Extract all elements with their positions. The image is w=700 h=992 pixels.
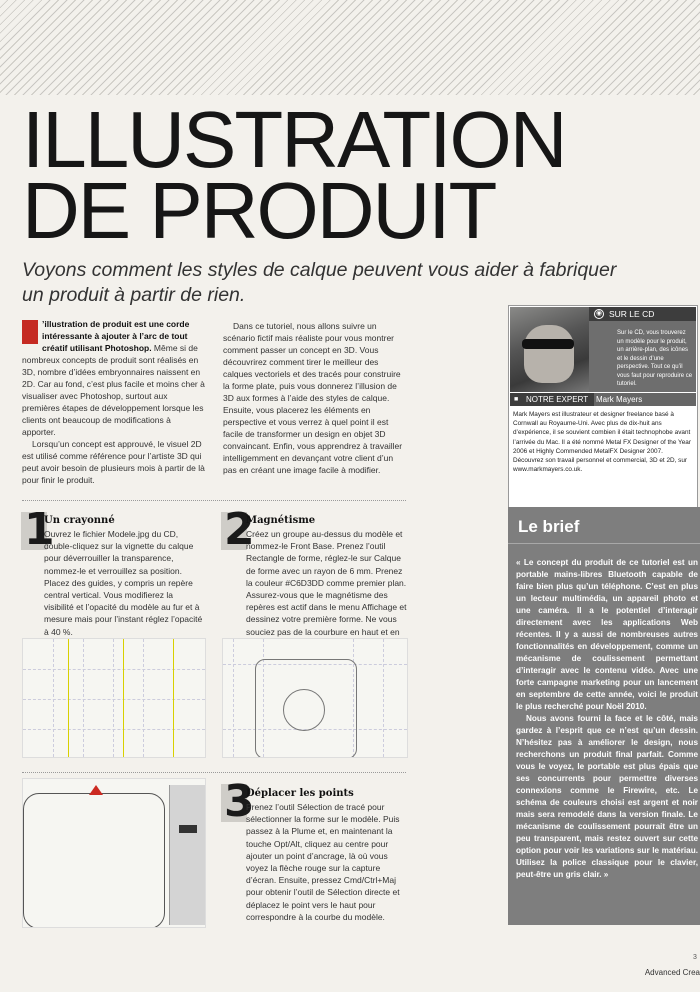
sidebar-box [508, 305, 698, 515]
cd-header [589, 307, 696, 321]
brief-title: Le brief [518, 517, 580, 536]
cd-label: SUR LE CD [609, 309, 655, 319]
step-1-title: Un crayonné [44, 515, 115, 526]
brief-box [508, 507, 700, 925]
step-2-number: 2 [224, 504, 255, 555]
drop-cap-l-icon [22, 320, 38, 344]
step-2-title: Magnétisme [246, 515, 316, 526]
expert-text: Mark Mayers est illustrateur et designer freelance basé à Cornwall au Royaume-Uni. Avec plus de dix-huit ans d’expérience, il se souvient combien il était technophobe avant l’arrivée du Mac. Il a été nommé Metal FX Designer of the Year 2006 et Highly Commended MetalFX Designer 2007. Découvrez son travail personnel et commercial, 3D et 2D, sur www.markmayers.co.uk. [513, 411, 691, 474]
divider-1 [22, 500, 406, 501]
brief-paragraph-1: « Le concept du produit de ce tutoriel est un portable mains-libres Bluetooth capable de faire bien plus qu’un téléphone. C’est en plus un lecteur multimédia, un appareil photo et une caméra. Il a le potentiel d’interagir directement avec les applications Web récentes. Il y a aussi de nombreuses autres fonctionnalités en développement, comme un mécanisme de coulissement permettant d’interagir avec le contenu vidéo. Avec une forte campagne marketing pour un lancement en septembre de cette année, voici le produit le plus recherché pour Noël 2010. [516, 558, 698, 711]
cd-icon: ◉ [595, 310, 603, 317]
brief-divider [508, 543, 700, 544]
step-1-screenshot [22, 638, 206, 758]
brief-paragraph-2: Nous avons fourni la face et le côté, mais gardez à l’esprit que ce n’est qu’un dessin. N’hésitez pas à améliorer le design, nous recherchons un produit final parfait. Comme vous le voyez, le portable est plus épais que ses concurrents pour permettre diverses connexions comme le Firewire, etc. Le schéma de couleurs choisi est argent et noir mais sera remodelé dans la version finale. Le mécanisme de coulissement pourrait être un peu transparent, mais restez ouvert sur cette option pour voir les variations sur le matériau. Utilisez la police classique pour le clavier, peut-être un gris clair. » [516, 714, 698, 879]
intro-column-2 [223, 320, 409, 476]
cd-panel [589, 307, 696, 392]
intro-column-1 [22, 318, 206, 486]
intro-paragraph-1: Même si de nombreux concepts de produit sont réalisés en 3D, nombre d’idées embryonnaires naissent en 2D. Car au fond, c’est plus facile et moins cher à visualiser avec Photoshop, surtout aux premières étapes de développement lorsque les clients ont beaucoup de modifications à apporter. [22, 343, 205, 437]
step-3-title: Déplacer les points [246, 788, 354, 799]
intro-lead: ’illustration de produit est une corde intéressante à ajouter à l’arc de tout créatif utilisant Photoshop. [42, 319, 190, 353]
header-hatch-pattern [0, 0, 700, 95]
expert-bar [510, 393, 696, 406]
step-2-screenshot [222, 638, 408, 758]
footer-magazine-name: Advanced Crea [644, 968, 700, 977]
cd-text: Sur le CD, vous trouverez un modèle pour le produit, un arrière-plan, des icônes et le dessin d’une perspective. Tout ce qu’il vous faut pour reproduire ce tutoriel. [617, 330, 693, 387]
step-3-text: Prenez l’outil Sélection de tracé pour sélectionner la forme sur le modèle. Puis passez à la Plume et, en maintenant la touche Opt/Alt, cliquez au centre pour ajouter un point d’ancrage, là où vous voyez la flèche rouge sur la capture d’écran. Ensuite, pressez Cmd/Ctrl+Maj pour obtenir l’outil de Sélection directe et déplacez le point vers le haut pour correspondre à la courbe du modèle. [246, 802, 400, 922]
subtitle: Voyons comment les styles de calque peuvent vous aider à fabriquer un produit à partir de rien. [22, 259, 617, 306]
title-line-2: DE PRODUIT [22, 166, 496, 255]
step-1-text: Ouvrez le fichier Modele.jpg du CD, double-cliquez sur la vignette du calque pour déverrouiller la transparence, nommez-le et verrouillez sa position. Placez des guides, y compris un repère central vertical. Vous modifierez la visibilité et l’opacité du modèle au fur et à mesure mais pour l’instant réglez l’opacité à 40 %. [44, 529, 203, 637]
brief-text [516, 557, 698, 881]
title-line-1: ILLUSTRATION [22, 95, 566, 184]
intro-paragraph-2: Lorsqu’un concept est approuvé, le visuel 2D est utilisé comme référence pour l’artiste 3D qui peut avoir besoin de plusieurs mois à partir de là pour finir le produit. [22, 439, 205, 485]
expert-label: ■ NOTRE EXPERT [510, 393, 594, 406]
step-1-number: 1 [24, 504, 55, 555]
expert-photo [510, 307, 589, 392]
page-number: 3 [693, 954, 697, 961]
intro-paragraph-3: Dans ce tutoriel, nous allons suivre un scénario fictif mais réaliste pour vous montrer comment passer un concept en 3D. Vous découvrirez comment tirer le meilleur des calques vectoriels et des tracés pour construire la forme plate, puis vous donnerez l’illusion de 3D aux formes à l’aide des styles de calque. Ensuite, vous placerez les éléments en perspective et vous verrez à quel point il est facile de transformer un design en objet 3D convaincant. Enfin, vous apprendrez à travailler intelligemment en devançant votre client d’un pas en créant une image facile à modifier. [223, 321, 403, 475]
expert-name: Mark Mayers [596, 395, 643, 404]
step-2-text: Créez un groupe au-dessus du modèle et nommez-le Front Base. Prenez l’outil Rectangle de forme, réglez-le sur Calque de forme avec un rayon de 6 mm. Prenez la couleur #C6D3DD comme premier plan. Assurez-vous que le magnétisme des repères est actif dans le menu Affichage et dessinez votre première forme. Ne vous souciez pas de la courbure en haut et en [246, 529, 407, 637]
divider-2 [22, 772, 406, 773]
step-3-number: 3 [224, 776, 255, 827]
step-3-screenshot [22, 778, 206, 928]
